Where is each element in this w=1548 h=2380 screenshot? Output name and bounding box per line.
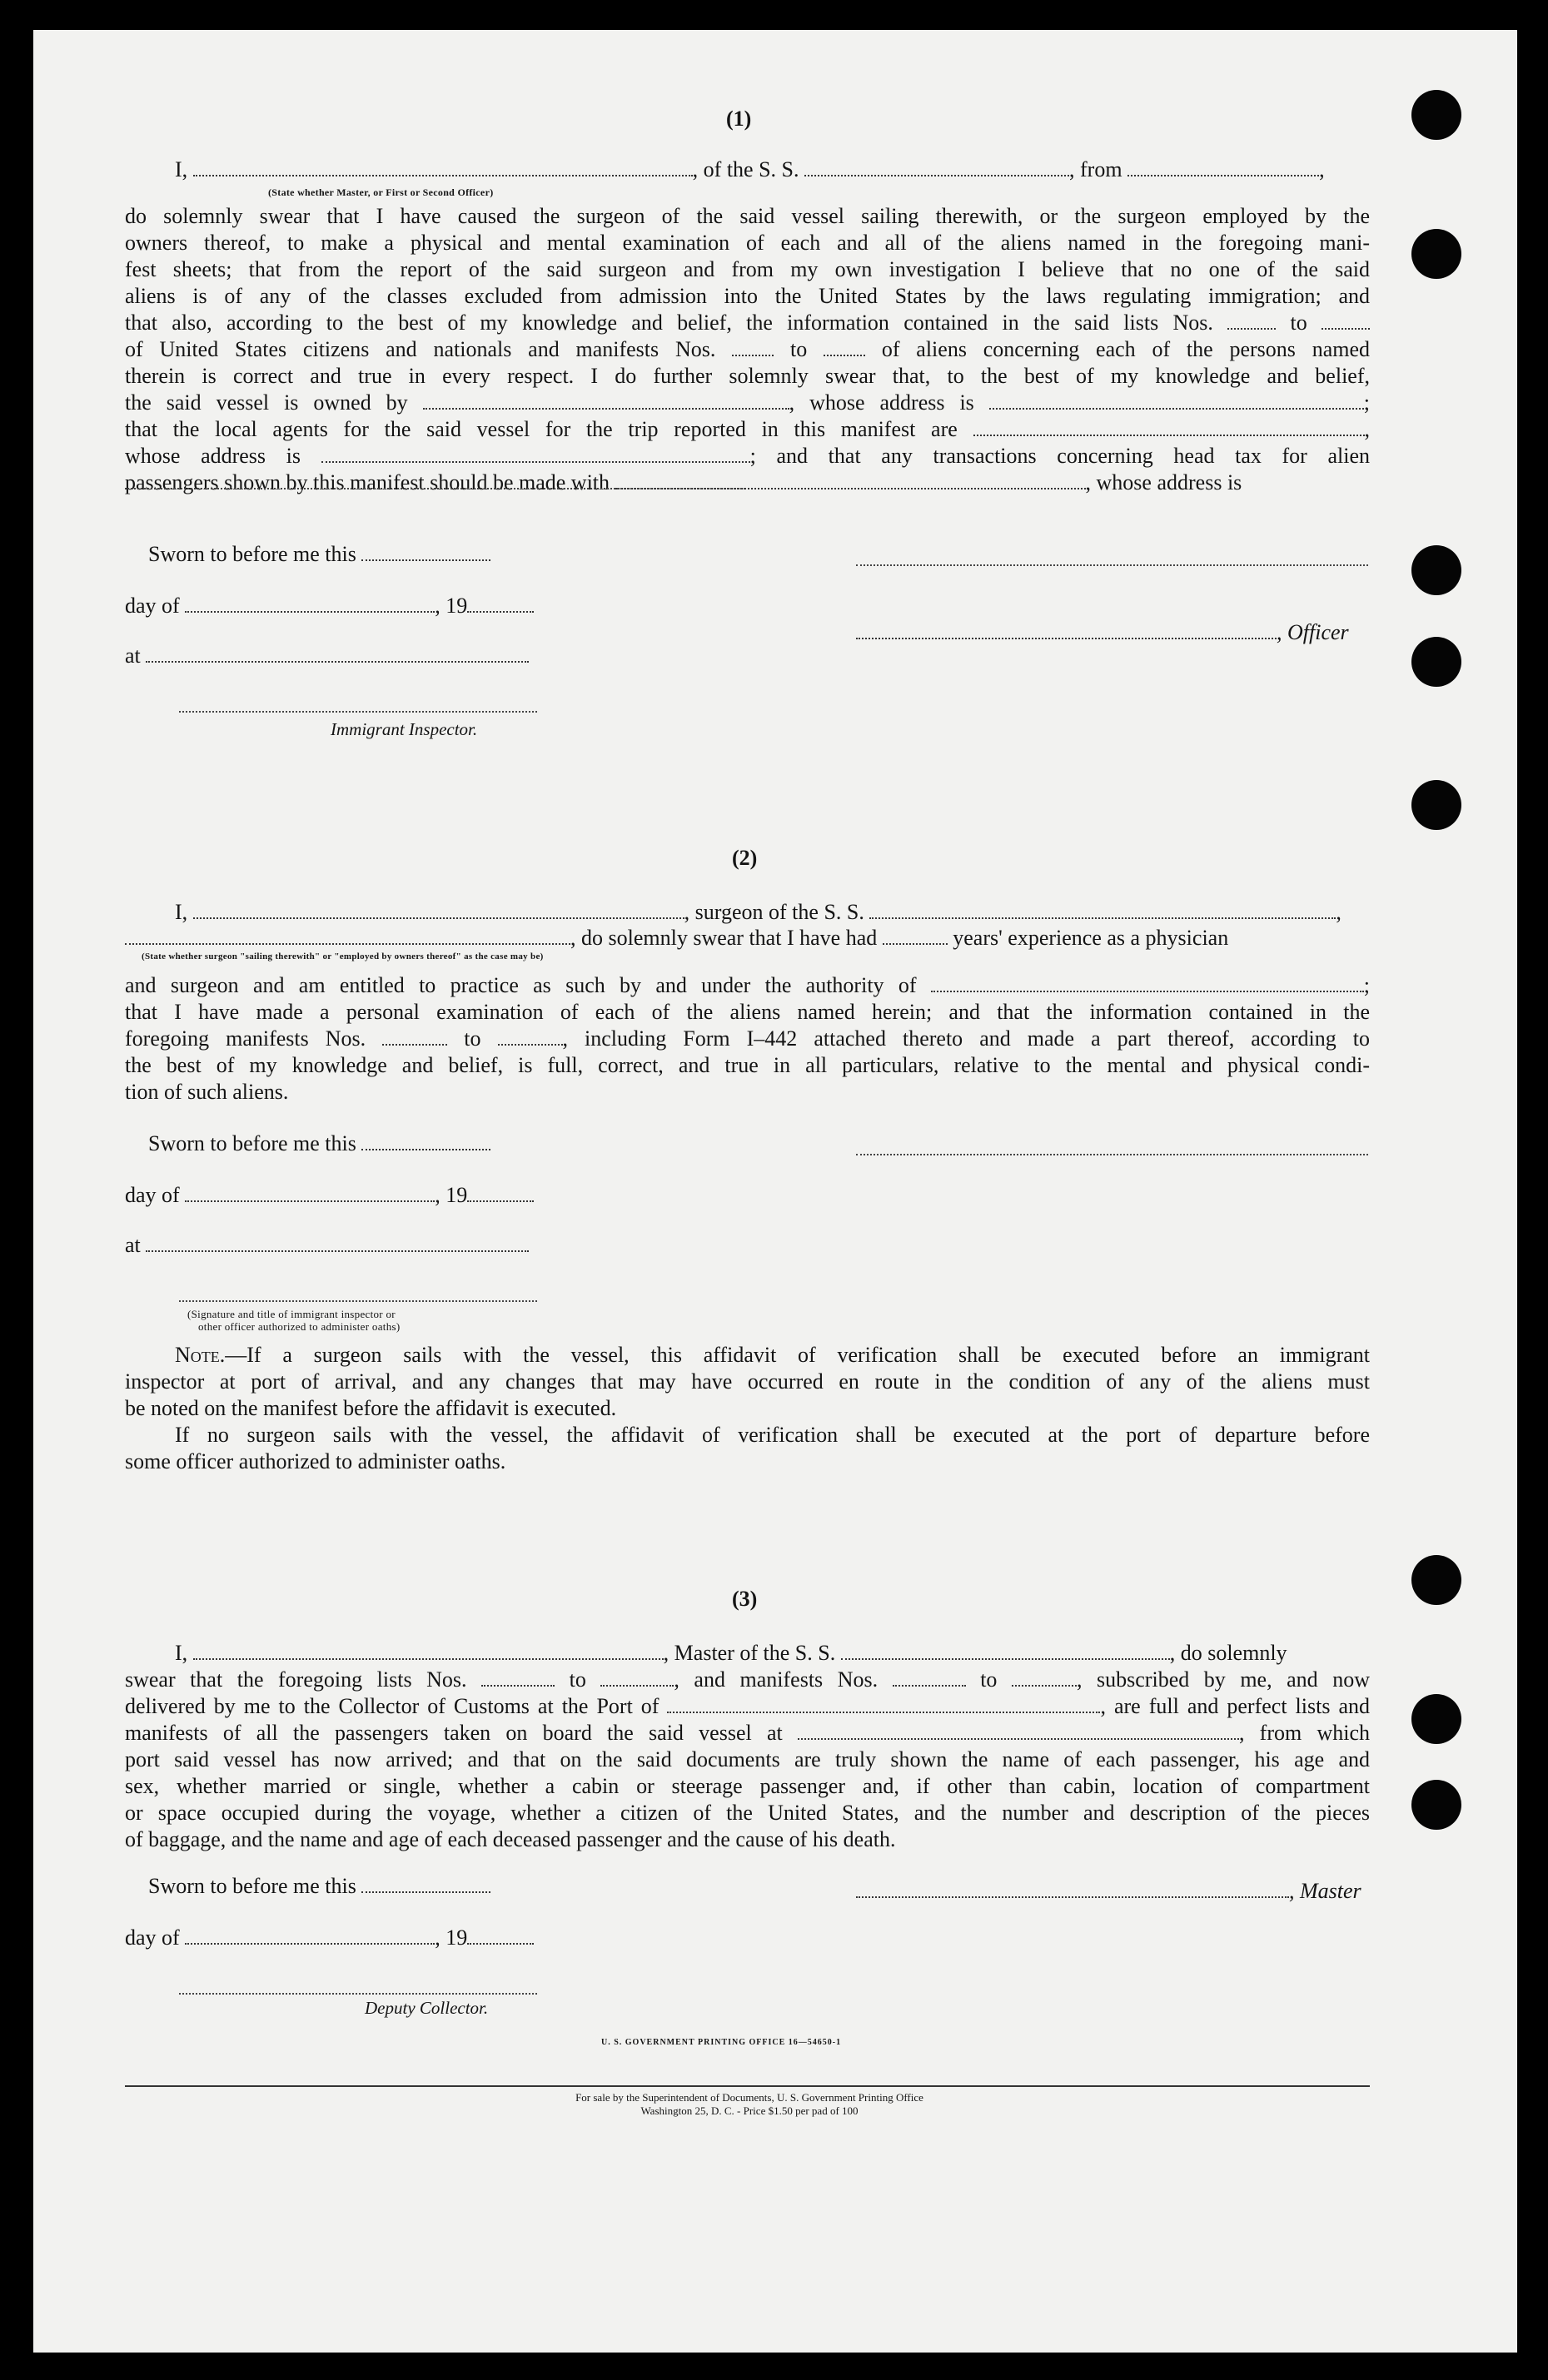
local-agents-field[interactable]: [973, 418, 1365, 436]
punch-hole: [1411, 90, 1461, 140]
manifest-to-field[interactable]: [498, 1027, 563, 1046]
sworn-row: Sworn to before me this: [148, 1873, 490, 1900]
section-2-first-line: I, , surgeon of the S. S. ,: [175, 900, 1341, 924]
at-row: at: [125, 643, 529, 669]
oath-line: delivered by me to the Collector of Customs at the Port of , are full and perfect lists and: [125, 1694, 1370, 1718]
list-no-to[interactable]: [1322, 311, 1370, 330]
surgeon-caption: (State whether surgeon "sailing therewith" or "employed by owners thereof" as the case may be): [142, 952, 544, 961]
section-1-heading: (1): [726, 107, 752, 131]
printer-imprint: U. S. GOVERNMENT PRINTING OFFICE 16—54650-1: [601, 2038, 842, 2047]
footer-note: [375, 2091, 1124, 2118]
oath-line: aliens is of any of the classes excluded from admission into the United States by the laws regulating immigration; and: [125, 284, 1370, 308]
footer-line: For sale by the Superintendent of Documents, U. S. Government Printing Office: [575, 2091, 923, 2104]
section-2-oath: [125, 972, 1370, 1106]
years-field[interactable]: [883, 927, 948, 945]
owner-field[interactable]: [423, 391, 789, 410]
master-name-field[interactable]: [193, 1642, 664, 1660]
note-line: inspector at port of arrival, and any changes that may have occurred en route in the condition of any of the aliens must: [125, 1369, 1370, 1394]
footer-line: Washington 25, D. C. - Price $1.50 per pad of 100: [640, 2104, 859, 2117]
oath-line: whose address is ; and that any transactions concerning head tax for alien: [125, 444, 1370, 468]
departure-port-field[interactable]: [798, 1722, 1239, 1740]
master-vessel-field[interactable]: [841, 1642, 1170, 1660]
signature-caption: (Signature and title of immigrant inspector or: [187, 1308, 396, 1320]
oath-line: of United States citizens and nationals and manifests Nos. to of aliens concerning each of the persons named: [125, 337, 1371, 361]
address-continuation-line[interactable]: [125, 486, 745, 489]
oath-line: that the local agents for the said vessel for the trip reported in this manifest are ,: [125, 417, 1371, 441]
footer-rule: [125, 2085, 1370, 2087]
from-port-field[interactable]: [1127, 158, 1319, 176]
note-line: some officer authorized to administer oaths.: [125, 1449, 506, 1473]
label-from: , from: [1069, 157, 1122, 181]
officer-row: , Officer: [856, 619, 1349, 646]
surgeon-name-field[interactable]: [193, 901, 684, 919]
deputy-collector-label: Deputy Collector.: [365, 1998, 489, 2018]
sworn-day-field[interactable]: [361, 1875, 490, 1893]
oath-line: therein is correct and true in every respect. I do further solemnly swear that, to the best of my knowledge and belief,: [125, 364, 1370, 388]
owner-address-field[interactable]: [989, 391, 1364, 410]
oath-line: port said vessel has now arrived; and that on the said documents are truly shown the name of each passenger, his age and: [125, 1747, 1370, 1771]
sworn-day-field[interactable]: [361, 543, 490, 561]
agents-address-field[interactable]: [321, 445, 750, 463]
manifest-from-field[interactable]: [382, 1027, 447, 1046]
oath-line: tion of such aliens.: [125, 1080, 289, 1104]
list-from-field[interactable]: [481, 1668, 555, 1687]
punch-hole: [1411, 637, 1461, 687]
at-row: at: [125, 1232, 529, 1259]
year-field[interactable]: [467, 1184, 534, 1202]
punch-hole: [1411, 229, 1461, 279]
oath-line: manifests of all the passengers taken on board the said vessel at , from which: [125, 1721, 1370, 1745]
oath-line: and surgeon and am entitled to practice as such by and under the authority of ;: [125, 973, 1371, 997]
at-place-field[interactable]: [146, 1234, 529, 1252]
manifest-from-field[interactable]: [893, 1668, 966, 1687]
surgeon-status-field[interactable]: [125, 927, 570, 945]
note-line: If no surgeon sails with the vessel, the affidavit of verification shall be executed at the port of departure before: [175, 1423, 1370, 1447]
manifest-no-from[interactable]: [732, 338, 774, 356]
label-of-ss: , of the S. S.: [692, 157, 799, 181]
section-2-second-line: , do solemnly swear that I have had years' experience as a physician: [125, 925, 1228, 952]
oath-line: fest sheets; that from the report of the said surgeon and from my own investigation I believe that no one of the said: [125, 257, 1370, 281]
day-row: day of , 19: [125, 1925, 534, 1951]
section-2-heading: (2): [732, 846, 758, 870]
inspector-signature-line[interactable]: [179, 709, 537, 713]
note-block: [125, 1342, 1370, 1475]
punch-hole: [1411, 1780, 1461, 1830]
officer-signature-field[interactable]: [856, 621, 1277, 639]
label-i: I,: [175, 157, 188, 181]
punch-hole: [1411, 545, 1461, 595]
sworn-row: Sworn to before me this: [148, 541, 490, 568]
at-place-field[interactable]: [146, 644, 529, 663]
officer-signature-line[interactable]: [179, 1299, 537, 1302]
day-month-field[interactable]: [185, 594, 435, 613]
oath-line: sex, whether married or single, whether a cabin or steerage passenger and, if other than cabin, location of compartment: [125, 1774, 1370, 1798]
punch-hole: [1411, 780, 1461, 830]
surgeon-signature-line[interactable]: [856, 1152, 1368, 1155]
list-to-field[interactable]: [600, 1668, 674, 1687]
rank-caption: (State whether Master, or First or Second Officer): [268, 186, 494, 198]
name-field[interactable]: [193, 158, 693, 176]
immigrant-inspector-label: Immigrant Inspector.: [331, 719, 478, 739]
day-row: day of , 19: [125, 1182, 534, 1209]
day-row: day of , 19: [125, 593, 534, 619]
oath-line: do solemnly swear that I have caused the surgeon of the said vessel sailing therewith, or the surgeon employed by the: [125, 204, 1370, 228]
authority-field[interactable]: [931, 974, 1364, 992]
day-month-field[interactable]: [185, 1184, 435, 1202]
vessel-field[interactable]: [804, 158, 1069, 176]
sworn-day-field[interactable]: [361, 1132, 490, 1150]
year-field[interactable]: [467, 1926, 534, 1945]
section-1-first-line: [175, 157, 1325, 183]
section-1-oath: [125, 203, 1370, 496]
oath-line: foregoing manifests Nos. to , including Form I–442 attached thereto and made a part thereof, according to: [125, 1026, 1371, 1051]
oath-line: owners thereof, to make a physical and mental examination of each and all of the aliens named in the foregoing mani-: [125, 231, 1370, 255]
punch-hole: [1411, 1555, 1461, 1605]
section-3-first-line: I, , Master of the S. S. , do solemnly: [175, 1641, 1287, 1665]
master-row: , Master: [856, 1878, 1361, 1905]
comma: ,: [1319, 157, 1325, 181]
signature-caption: other officer authorized to administer oaths): [198, 1320, 401, 1333]
oath-line: passengers shown by this manifest should be made with , whose address is: [125, 470, 1242, 494]
note-line: be noted on the manifest before the affidavit is executed.: [125, 1396, 617, 1420]
year-field[interactable]: [467, 594, 534, 613]
port-field[interactable]: [667, 1695, 1100, 1713]
sworn-row: Sworn to before me this: [148, 1130, 490, 1157]
master-signature-field[interactable]: [856, 1880, 1289, 1898]
manifest-no-to[interactable]: [824, 338, 865, 356]
punch-hole: [1411, 1694, 1461, 1744]
surgeon-vessel-field[interactable]: [869, 901, 1336, 919]
section-3-heading: (3): [732, 1587, 758, 1611]
oath-line: the best of my knowledge and belief, is full, correct, and true in all particulars, relative to the mental and physical condi-: [125, 1053, 1370, 1077]
oath-line: that also, according to the best of my knowledge and belief, the information contained in the said lists Nos. to: [125, 310, 1370, 336]
list-no-from[interactable]: [1227, 311, 1276, 330]
oath-line: or space occupied during the voyage, whether a citizen of the United States, and the number and description of the pieces: [125, 1801, 1370, 1825]
oath-line: swear that the foregoing lists Nos. to , and manifests Nos. to , subscribed by me, and now: [125, 1667, 1370, 1692]
oath-line: the said vessel is owned by , whose address is ;: [125, 390, 1370, 415]
oath-line: that I have made a personal examination of each of the aliens named herein; and that the information contained in the: [125, 1000, 1370, 1024]
note-line: Note.—If a surgeon sails with the vessel, this affidavit of verification shall be executed before an immigrant: [175, 1343, 1370, 1367]
manifest-to-field[interactable]: [1012, 1668, 1077, 1687]
oath-line: of baggage, and the name and age of each deceased passenger and the cause of his death.: [125, 1827, 896, 1851]
signature-line[interactable]: [856, 563, 1368, 566]
section-3-oath: [125, 1667, 1370, 1853]
day-month-field[interactable]: [185, 1926, 435, 1945]
